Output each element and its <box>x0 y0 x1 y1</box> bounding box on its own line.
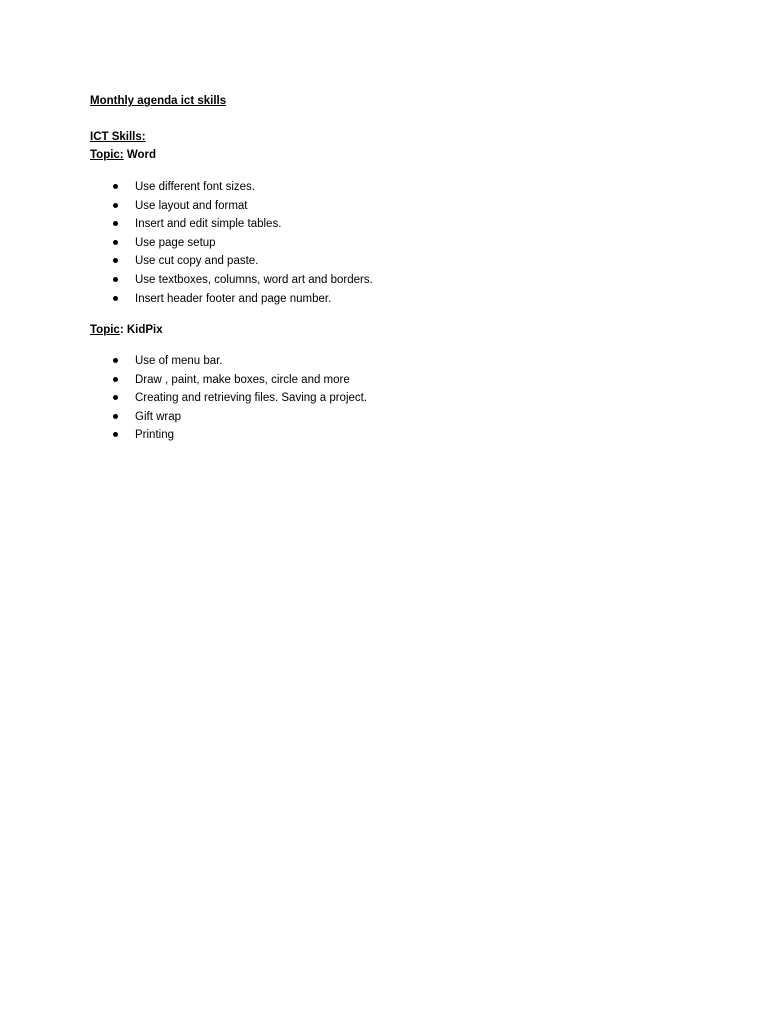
bullet-icon <box>113 358 118 363</box>
list-item-text: Use cut copy and paste. <box>135 255 259 268</box>
bullet-icon <box>113 395 118 400</box>
topic-heading-word <box>90 148 156 162</box>
list-item-text: Draw , paint, make boxes, circle and more <box>135 373 350 386</box>
bullet-icon <box>113 432 118 437</box>
bullet-icon <box>113 240 118 245</box>
document-title: Monthly agenda ict skills <box>90 95 227 107</box>
bullet-icon <box>113 184 118 189</box>
bullet-icon <box>113 203 118 208</box>
bullet-icon <box>113 221 118 226</box>
bullet-icon <box>113 277 118 282</box>
bullet-icon <box>113 414 118 419</box>
bullet-icon <box>113 258 118 263</box>
topic-name: Word <box>126 149 157 161</box>
bullet-icon <box>113 296 118 301</box>
list-item-text: Insert header footer and page number. <box>135 292 332 305</box>
topic-name: : KidPix <box>119 324 163 336</box>
list-item-text: Insert and edit simple tables. <box>135 218 282 231</box>
list-item-text: Use page setup <box>135 236 216 249</box>
list-item-text: Use of menu bar. <box>135 355 223 367</box>
list-item-text: Creating and retrieving files. Saving a project. <box>135 392 368 405</box>
section-heading: ICT Skills: <box>90 131 146 143</box>
list-item-text: Printing <box>135 429 174 442</box>
list-item-text: Gift wrap <box>135 410 182 423</box>
list-item-text: Use textboxes, columns, word art and borders. <box>135 273 373 286</box>
topic-heading-kidpix <box>90 323 163 337</box>
list-item-text: Use layout and format <box>135 199 248 212</box>
bullet-icon <box>113 377 118 382</box>
topic-label: Topic <box>90 324 120 336</box>
topic-label: Topic: <box>90 149 124 161</box>
list-item-text: Use different font sizes. <box>135 181 255 193</box>
